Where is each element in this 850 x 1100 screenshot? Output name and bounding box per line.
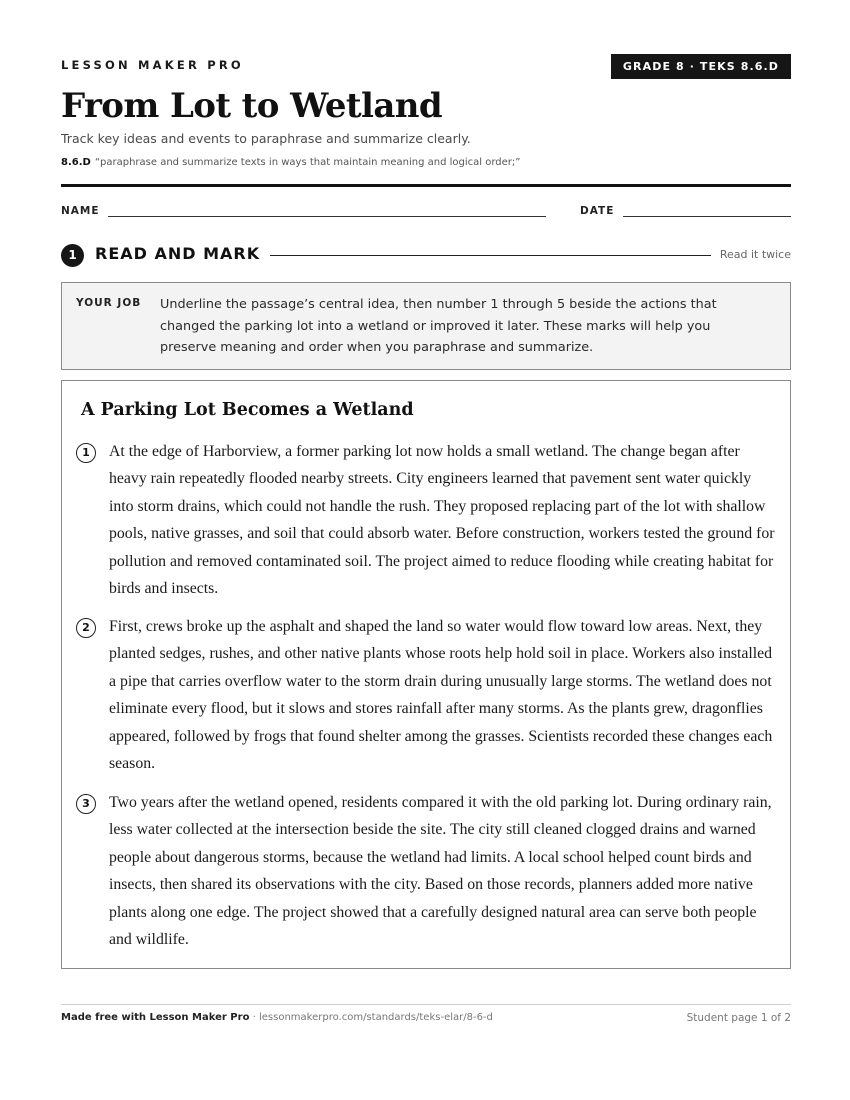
name-field[interactable] xyxy=(108,216,546,217)
section-title: READ AND MARK xyxy=(95,244,261,263)
footer-brand: Made free with Lesson Maker Pro xyxy=(61,1012,250,1023)
name-label: NAME xyxy=(61,205,100,217)
header-divider xyxy=(61,184,791,187)
paragraph-text: At the edge of Harborview, a former parking lot now holds a small wetland. The change began after heavy rain repeatedly flooded nearby streets. City engineers learned that pavement sent water quickly into storm drains, which could not handle the rush. They proposed replacing part of the lot with shallow pools, native grasses, and soil that could absorb water. Before construction, workers tested the ground for pollution and removed contaminated soil. The project aimed to reduce flooding while creating habitat for birds and insects. xyxy=(109,443,775,598)
footer-url-link[interactable]: lessonmakerpro.com/standards/teks-elar/8-6-d xyxy=(258,1012,493,1023)
page-title: From Lot to Wetland xyxy=(61,86,443,126)
standard-text: “paraphrase and summarize texts in ways that maintain meaning and logical order;” xyxy=(94,157,521,168)
date-label: DATE xyxy=(580,205,615,217)
paragraph-number: 2 xyxy=(76,618,96,638)
page-subtitle: Track key ideas and events to paraphrase and summarize clearly. xyxy=(61,131,471,146)
paragraph-text: Two years after the wetland opened, residents compared it with the old parking lot. During ordinary rain, less water collected at the intersection beside the site. The city still cleaned clogged drains and warned people about dangerous storms, because the wetland had limits. A local school helped count birds and insects, then shared its observations with the city. Based on those records, planners added more native plants along one edge. The project showed that a carefully designed natural area can serve both people and wildlife. xyxy=(109,794,772,949)
job-instructions-box xyxy=(61,282,791,370)
passage-title: A Parking Lot Becomes a Wetland xyxy=(81,400,414,420)
section-rule xyxy=(270,255,711,256)
section-number-badge: 1 xyxy=(61,244,84,267)
job-label: YOUR JOB xyxy=(76,297,142,309)
job-text: Underline the passage’s central idea, then number 1 through 5 beside the actions that changed the parking lot into a wetland or improved it later. These marks will help you preserve meaning and order when you paraphrase and summarize. xyxy=(160,297,717,355)
section-note: Read it twice xyxy=(719,248,791,261)
brand-name: LESSON MAKER PRO xyxy=(61,58,244,72)
standard-line xyxy=(61,157,520,168)
footer-credit xyxy=(61,1012,493,1023)
section-header xyxy=(61,243,791,267)
grade-badge: GRADE 8 · TEKS 8.6.D xyxy=(611,54,791,79)
paragraph-number: 1 xyxy=(76,443,96,463)
worksheet-page xyxy=(61,0,791,1100)
passage-box xyxy=(61,380,791,969)
footer-divider xyxy=(61,1004,791,1005)
paragraph-text: First, crews broke up the asphalt and shaped the land so water would flow toward low areas. Next, they planted sedges, rushes, and other native plants whose roots help hold soil in place. Workers also installed a pipe that carries overflow water to the storm drain during unusually large storms. The wetland does not eliminate every flood, but it slows and stores rainfall after many storms. As the plants grew, dragonflies appeared, followed by frogs that found shelter among the grasses. Scientists recorded these changes each season. xyxy=(109,618,773,773)
paragraph-number: 3 xyxy=(76,794,96,814)
standard-code: 8.6.D xyxy=(61,157,91,168)
footer-separator: · xyxy=(249,1012,259,1023)
date-field[interactable] xyxy=(623,216,791,217)
page-indicator: Student page 1 of 2 xyxy=(686,1012,791,1024)
